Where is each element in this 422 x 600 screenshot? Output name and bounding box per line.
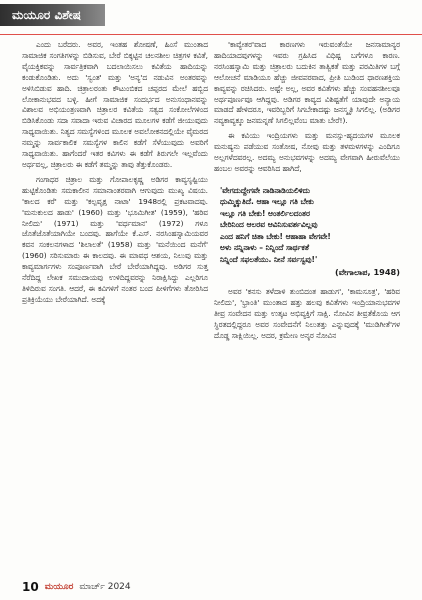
paragraph: ಈ ಕವಿಯು ಇಂದ್ರಿಯಗಳು ಮತ್ತು ಮನಸ್ಸು-ಹೃದಯಗಳ ಮೂಲಕ ಮನುಷ್ಯನು ಪಡೆಯುವ ಸಂತೋಷ, ನೋವು ಮತ್ತು ತಳಮಳಗಳನ್ನು ಎಂದಿಗೂ ಅಲ್ಲಗಳೆದವರಲ್ಲ. ಅದಮ್ಯ ಅನುಭವಗಳನ್ನು ಅದಮ್ಯ ವೇಗವಾಗಿ ಹೀರುವೆಲೆಯು ಹಂಬಲ ಅವರನ್ನು ಆವರಿಸಿದ ಹಾಗಿದೆ,: [214, 131, 400, 173]
paragraph: ಎಂದು ಬರೆದರು. ಅವರ, ಇಂತಹ ಶೋಷಣೆ, ಹಿಂಸೆ ಮುಂತಾದ ಸಾಮಾಜಿಕ ಸಂಗತಿಗಳನ್ನು ಬಿಡಿಸುವ, ಬೇರೆ ಬಿಕ್ಕಟ್ಟಿನ ಚಲನಶೀಲ ಚಿತ್ರಗಳ ಕವಿತೆ, ವೈಯಕ್ತಿಕವನ್ನು ಸಾರ್ವತ್ರಿಕವಾಗಿ ಬದಲಾಯಿಸಲು ಕವಿತೆಯ ಹಾದಿಯನ್ನು ಕಂಡುಕೊಂಡಿತು. ಅದು 'ಸ್ವಂತ' ಮತ್ತು 'ಅನ್ಯ'ದ ನಡುವಿನ ಅಂತರವನ್ನು ಅಳಿಸಿಬಿಡುವ ಹಾದಿ. ಚಿತ್ರಾಲರಂತು ಕೌಟುಂಬಿಕದ ಚಪ್ಪರದ ಮೇಲೆ ಹಬ್ಬಿದ ಲೋಕಾನುಭವದ ಬಳ್ಳಿ. ಹೀಗೆ ಸಾಮಾಜಿಕ ಸಂದರ್ಭದ ಅನುಸಂಧಾನವನ್ನು ವಿಶಾಲವ ಅಭಿಯಂತ್ರಣವಾಗಿ ಚಿತ್ರಾಲರ ಕವಿತೆಯ ಸತ್ವದ ಸಂಕೋಲೆಗಳಿಂದ ಬಿಡಿಸಿಕೊಂಡು ಸದಾ ಸವಾದಾ ಇರುವ ವಿಚಾರದ ಮೂಲಗಳ ಕಡೆಗೆ ಜೀಯುವುದು ಸಾಧ್ಯವಾಯಿತು. ನಿತ್ಯದ ಸಮಸ್ಯೆಗಳಿಂದ ಮೂಲಕ ಅವಲೋಕನದಲ್ಲಿಯೇ ವೈಮರದ ನಮ್ಮನ್ನು ಸಾರ್ವಕಾಲಿಕ ಸಮಸ್ಯೆಗಳ ಕಾಲಿನ ಕಡೆಗೆ ಸೆಳೆಯುವುದು ಅವರಿಗೆ ಸಾಧ್ಯವಾಯಿತು. ಹಾಗೆಂದರೆ ಇತರ ಕವಿಗಳು ಈ ಕಡೆಗೆ ತಿರುಗಲೇ ಇಲ್ಲವೆಂದು ಅರ್ಥವಲ್ಲ, ಚಿತ್ರಾಲರು ಈ ಕಡೆಗೆ ತಮ್ಮನ್ನು ತಾವು ತೆತ್ತುಕೊಂಡರು.: [22, 40, 208, 169]
poem-line: ಬೇರಿನಿಂದ ಆಲರವ ಆವಿನಿಸುವರ್ಶವಿಲ್ಲವು: [220, 220, 318, 230]
poem-line: 'ವೇಗದುದ್ದೇಗವೇ ನಾಡಿನಾಡಿಯಲಿಳಿದು: [220, 185, 311, 195]
page-footer: [22, 580, 131, 594]
magazine-name: ಮಯೂರ: [44, 582, 74, 592]
paragraph: ಅವರ 'ಕನಸು ತಳೆದಾಳಿ ತುಂಬಿದಂತ ಹಾಡುಗ', 'ಕಾಮಸೂತ್ರ', 'ಹರಿವ ನೀಲಿದು', 'ಭ್ರಾಂತಿ' ಮುಂತಾದ ಹತ್ತು ಹಲವು ಕವಿತೆಗಳು ಇಂದ್ರಿಯಾನುಭವಗಳ ತೀವ್ರ ಸಂವೇದನ ಮತ್ತು ಉತ್ಕಟ ಅಭಿವ್ಯಕ್ತಿಗೆ ಸಾಕ್ಷಿ. ನೋವಿನ ತೀವ್ರತೆಕೊಯ ಆಗ ಸ್ಥಿರತದಲ್ಲಿದ್ದರೂ ಅವರ ಸಂವೇದನೆಗೆ ನಿಲುತತ್ತು ಎನ್ನುವುದಕ್ಕೆ 'ಮುಡಿಗೀತೆ'ಗಳ ದೊಡ್ಡ ಸಾಕ್ಷಿಯಿಲ್ಲ. ಅದರ, ಕ್ರಮೇಣ ಅನೃರ ನೋವಿನ: [214, 286, 400, 340]
page-number: 10: [22, 580, 39, 594]
poem-source: (ವೇಗಾಲಾಪ, 1948): [335, 267, 400, 278]
poem-quote: [214, 185, 400, 279]
section-title: ಮಯೂರ ವಿಶೇಷ: [0, 4, 105, 26]
section-header: [0, 0, 422, 35]
poem-line: ನಿನ್ನಿಂದೆ ಸಫಲತೆಯು. ನೀನೆ ಸರ್ವಸ್ವವು!': [220, 254, 318, 264]
paragraph: 'ಕಾವ್ಯೇತರ'ವಾದ ಕಾರಣಗಳು ಇರುವಂತೆಯೇ ಜನಸಾಮಾನ್ಯರ ಹಾದಿಯಾದವುಗಳನ್ನು ಇವರು ಗ್ರಹಿಸಿದ ವಿಧಿಷ್ಟ ಬಗೆಗಳೂ ಕಾರಣ. ನರಸಿಂಹಸ್ವಾಮಿ ಮತ್ತು ಚಿತ್ರಾಲರು ಬದುಕಿನ ತಾತ್ವಿಕತೆ ಮತ್ತು ಪರಮಿತಿಗಳ ಬಗ್ಗೆ ಆಲೋಚನೆ ಮಾಡಿಯೂ ಹೆಚ್ಚು ಜೀವಪರವಾದ, ಪ್ರೀತಿ ಬುಡಿಂದ ಧಾರಣಶಕ್ತಿಯ ಕಾವ್ಯವನ್ನು ರಚಿಸಿದರು. ಅಷ್ಟೇ ಅಲ್ಲ, ಅವರ ಕವಿತೆಗಳು ಹೆಚ್ಚು ಸಂವಹನಶೀಲವೂ ಅರ್ಥಪೂರ್ಣವೂ ಆಗಿದ್ದವು. ಅಡಿಗರ ಕಾವ್ಯದ ವಿಶಿಷ್ಟತೆಗೆ ಯಾವುದೇ ಅನ್ಯಾಯ ಮಾಡದೆ ಹೇಳಿದರೂ, ಇವರಿಬ್ಬರಿಗೆ ಸಿಗಬೇಕಾದಷ್ಟು ಜನಸ್ಮೃತಿ ಸಿಗಲಿಲ್ಲ. (ಅಡಿಗರ ನವ್ಯಕಾವ್ಯಕ್ಕೂ ಜನಮನ್ನಣೆ ಸಿಗಲಿಲ್ಲವೆಂಬ ಮಾತು ಬೇರೆ!).: [214, 40, 400, 126]
right-column: [214, 40, 400, 345]
poem-line: ಇಲ್ಲೂ ಗತಿ ಬೇಕು! ಆಂತರ್ಲಿಲದಂತರ: [220, 208, 310, 218]
paragraph: ಗಂಗಾಧರ ಚಿತ್ರಾಲ ಮತ್ತು ಗೋಪಾಲಕೃಷ್ಣ ಅಡಿಗರ ಕಾವ್ಯಸೃಷ್ಟಿಯು ಹುಟ್ಟಿಕೊಂಡಿತು ಸಮಕಾಲೀನ ಸಮಾನಾಂತರವಾಗಿ ಆಗುವುದು ಮುಖ್ಯ ವಿಷಯ. 'ಕಾಲದ ಕರೆ' ಮತ್ತು 'ಕಲ್ಪವೃಕ್ಷ ನಾಟಾ' 1948ರಲ್ಲಿ ಪ್ರಕಟವಾದವು. 'ಮನುಕುಲದ ಹಾಡು' (1960) ಮತ್ತು 'ಭೂಮಿಗೀತ' (1959), 'ಹರಿವ ನೀಲಿದು' (1971) ಮತ್ತು 'ವರ್ಧಮಾನ' (1972) ಗಳೂ ಜೊತೆಜೊತೆಯಾಗಿಯೇ ಬಂದವು. ಹಾಗೆಯೇ ಕೆ.ಎಸ್. ನರಸಿಂಹಸ್ವಾಮಿಯವರ ಕವನ ಸಂಕಲನಗಳಾದ 'ಶಿಲಾಲತೆ' (1958) ಮತ್ತು 'ಮನೆಯಿಂದ ಮನೆಗೆ' (1960) ಸರಿಸುಮಾರು ಈ ಕಾಲದವು. ಈ ಮಾವಧ ಆಶಯ, ನಿಲುವು ಮತ್ತು ಕಾವ್ಯಮಾರ್ಗಗಳು ಸಂಪೂರ್ಣವಾಗಿ ಬೇರೆ ಬೇರೆಯಾಗಿದ್ದವು. ಅಡಿಗರ ಸುತ್ತ ನೆರೆದಿದ್ದ ಲೇಖಕ ಸಮುದಾಯವು ಉಳಿದಿದ್ದವರನ್ನು ನಿರಾಕ್ಷಿಸಿದ್ದು ಎಲ್ಲರಿಗೂ ತಿಳಿದಿರುವ ಸಂಗತಿ. ಆದರೆ, ಈ ಕವಿಗಳಿಗೆ ನಂತರ ಬಂದ ಪೀಳಿಗೆಗಳು ತೋರಿಸಿದ ಪ್ರತಿಕ್ರಿಯೆಯು ಬೇರೆಯಾಗಿದೆ. ಅದಕ್ಕೆ: [22, 174, 208, 304]
poem-line: ಎಂದ ಹನಿಗೆ ಚಿತಾ ಬೇಕು! ಆಹಾಹಾ ವೇಗವೇ!: [220, 231, 331, 241]
left-column: [22, 40, 208, 310]
poem-line: ಅಳು ನನ್ನಿನಾಳು – ನಿನ್ನಿಂದೆ ಸಾರ್ಥಕತೆ: [220, 243, 310, 253]
poem-line: ಧುಮ್ಮಿಕ್ಕುತಿದೆ. ಆಹಾ ಇಲ್ಲೂ ಗತಿ ಬೇಕು: [220, 197, 314, 207]
issue-date: ಮಾರ್ಚ್ 2024: [79, 582, 131, 592]
